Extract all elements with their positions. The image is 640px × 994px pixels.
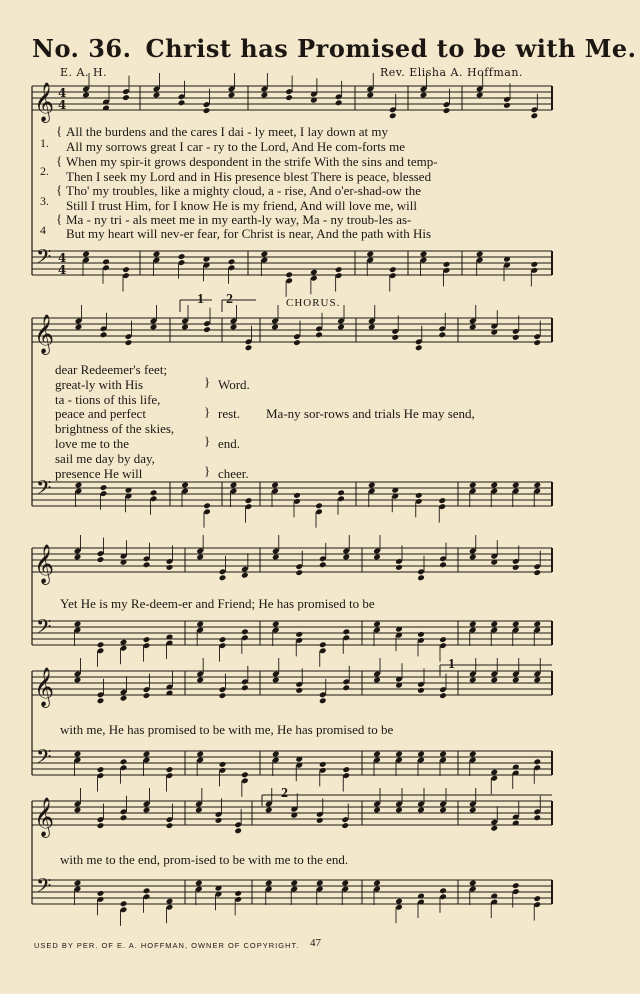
verse2-end-word-3: end. bbox=[218, 436, 241, 451]
bass-clef-icon: 𝄢 bbox=[36, 615, 52, 643]
treble-clef-icon: 𝄞 bbox=[34, 314, 55, 354]
verse2-line-4: peace and perfect bbox=[55, 406, 146, 421]
time-signature: 4 bbox=[58, 98, 67, 112]
ending-4-marker: 2 bbox=[281, 786, 288, 801]
treble-clef-icon: 𝄞 bbox=[34, 544, 55, 584]
page-number: 47 bbox=[310, 937, 321, 949]
chorus-lyric-4: with me to the end, prom-ised to be with me to the end. bbox=[60, 852, 349, 867]
verse-number-3: 3. bbox=[40, 194, 49, 208]
time-signature: 4 bbox=[58, 251, 67, 265]
ending-2-marker: 2 bbox=[226, 292, 233, 307]
verse-number-4: 4 bbox=[40, 223, 46, 237]
copyright-footer: USED BY PER. OF E. A. HOFFMAN, OWNER OF COPYRIGHT. bbox=[34, 941, 300, 950]
verse2-line-7: sail me day by day, bbox=[55, 451, 155, 466]
verse2-line-3: ta - tions of this life, bbox=[55, 392, 161, 407]
verse-line-4a: Ma - ny tri - als meet me in my earth-ly way, Ma - ny troub-les as- bbox=[66, 212, 412, 227]
verse-line-1b: All my sorrows great I car - ry to the Lord, And He com-forts me bbox=[66, 139, 405, 154]
verse2-line-6: love me to the bbox=[55, 436, 130, 451]
credit-composer: Rev. Elisha A. Hoffman. bbox=[380, 66, 523, 79]
bass-clef-icon: 𝄢 bbox=[36, 476, 52, 504]
verse-line-2b: Then I seek my Lord and in His presence blest There is peace, blessed bbox=[66, 169, 432, 184]
verse2-end-word-4: cheer. bbox=[218, 466, 249, 481]
verse-number-1: 1. bbox=[40, 136, 49, 150]
verse2-end-word-2: rest. bbox=[218, 406, 241, 421]
ending-1-marker: 1 bbox=[197, 292, 204, 307]
treble-clef-icon: 𝄞 bbox=[34, 82, 55, 122]
verse2-line-1: dear Redeemer's feet; bbox=[55, 362, 168, 377]
verse2-line-2: great-ly with His bbox=[55, 377, 144, 392]
chorus-lyric-3: with me, He has promised to be with me, He has promised to be bbox=[60, 722, 394, 737]
bass-clef-icon: 𝄢 bbox=[36, 874, 52, 902]
time-signature: 4 bbox=[58, 263, 67, 277]
chorus-label: CHORUS. bbox=[286, 297, 341, 309]
bass-staff-1 bbox=[32, 251, 552, 275]
verse-line-1a: All the burdens and the cares I dai - ly meet, I lay down at my bbox=[66, 124, 389, 139]
hymn-page: No. 36. Christ has Promised to be with Me. E. A. H. Rev. Elisha A. Hoffman. 𝄞 𝄢 4 4 4 4 𝄞 𝄢 𝄞 𝄢 𝄞 𝄢 𝄞 𝄢 1. 2. 3. 4 { { { { All the burdens and the cares I dai - ly meet, I lay down at my All my sorrows great I car - ry to the Lord, And He com-forts me When my spir-it grows despondent in the strife With the sins and temp- Then I seek my Lord and in His presence blest There is peace, blessed Tho' my troubles, like a mighty cloud, a - rise, And o'er-shad-ow the Still I trust Him, for I know He is my friend, And will love me, will Ma - ny tri - als meet me in my earth-ly way, Ma - ny troub-les as- But my heart will nev-er fear, for Christ is near, And the path with His CHORUS. 1 2 dear Redeemer's feet; great-ly with His ta - tions of this life, peace and perfect brightness of the skies, love me to the sail me day by day, presence He will } } } } Word. rest. end. cheer. Ma-ny sor-rows and trials He may send, Yet He is my Re-deem-er and Friend; He has promised to be 1 with me, He has promised to be with me, He has promised to be 2 with me to the end, prom-ised to be with me to the end. USED BY PER. OF E. A. HOFFMAN, OWNER OF COPYRIGHT. 47 bbox=[0, 0, 640, 994]
verse-number-2: 2. bbox=[40, 164, 49, 178]
ending-3-marker: 1 bbox=[448, 657, 455, 672]
treble-clef-icon: 𝄞 bbox=[34, 667, 55, 707]
hymn-title-text: Christ has Promised to be with Me. bbox=[145, 34, 637, 63]
verse-line-4b: But my heart will nev-er fear, for Christ is near, And the path with His bbox=[66, 226, 432, 241]
bass-clef-icon: 𝄢 bbox=[36, 245, 52, 273]
verse-line-3a: Tho' my troubles, like a mighty cloud, a - rise, And o'er-shad-ow the bbox=[66, 183, 421, 198]
chorus-lyric-2: Yet He is my Re-deem-er and Friend; He has promised to be bbox=[60, 596, 375, 611]
chorus-lyric-1: Ma-ny sor-rows and trials He may send, bbox=[266, 406, 475, 421]
treble-clef-icon: 𝄞 bbox=[34, 797, 55, 837]
verse2-end-word-1: Word. bbox=[218, 377, 250, 392]
verse-line-2a: When my spir-it grows despondent in the strife With the sins and temp- bbox=[66, 154, 438, 169]
verse-line-3b: Still I trust Him, for I know He is my friend, And will love me, will bbox=[66, 198, 417, 213]
verse2-line-5: brightness of the skies, bbox=[55, 421, 175, 436]
hymn-number: No. 36. bbox=[32, 34, 132, 63]
bass-clef-icon: 𝄢 bbox=[36, 745, 52, 773]
verse2-line-8: presence He will bbox=[55, 466, 143, 481]
credit-lyricist-initials: E. A. H. bbox=[60, 66, 108, 79]
time-signature: 4 bbox=[58, 86, 67, 100]
